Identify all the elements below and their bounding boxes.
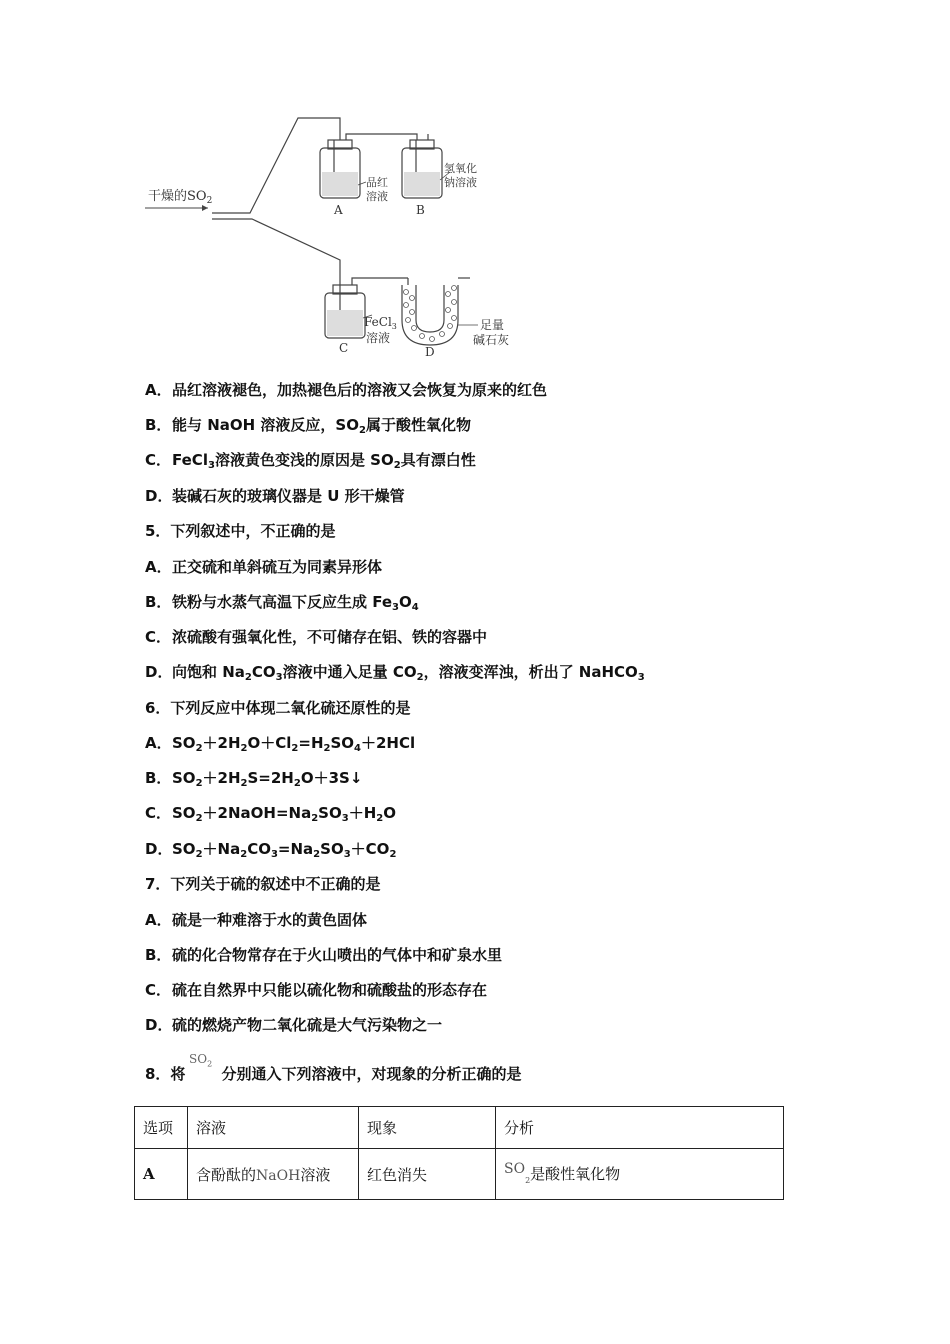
liquid-c: [327, 310, 363, 336]
q6-option-c: C．$SO_2+2NaOH=Na_2SO_3+H_2O$: [145, 804, 396, 824]
apparatus-diagram: [140, 110, 540, 360]
label-a-solution-2: 溶液: [366, 190, 388, 203]
table-row: [135, 1149, 784, 1200]
label-a-solution-1: 品红: [366, 176, 388, 189]
q7-option-a: A．硫是一种难溶于水的黄色固体: [145, 911, 368, 929]
label-c-solution-2: 溶液: [366, 331, 391, 345]
label-c: C: [339, 341, 349, 355]
q5-option-c: C．浓硫酸有强氧化性，不可储存在铝、铁的容器中: [145, 628, 488, 646]
q8-table: [134, 1106, 784, 1200]
q5-option-d: D．向饱和 $Na_2CO_3$溶液中通入足量 $CO_2$，溶液变浑浊，析出了 NaHCO$_3$: [145, 663, 645, 683]
q6-stem: 6．下列反应中体现二氧化硫还原性的是: [145, 699, 411, 717]
q4-option-d: D．装碱石灰的玻璃仪器是 U 形干燥管: [145, 487, 405, 505]
label-input: 干燥的$SO_2$: [148, 189, 213, 206]
label-b-solution-1: 氢氧化: [444, 162, 477, 175]
cell-analysis: $SO_2$是酸性氧化物: [496, 1149, 784, 1200]
header-solution: 溶液: [188, 1107, 359, 1149]
header-phenomenon: 现象: [359, 1107, 496, 1149]
u-tube-outer: [402, 285, 458, 345]
label-d: D: [425, 345, 435, 359]
header-analysis: 分析: [496, 1107, 784, 1149]
cell-solution: 含酚酞的NaOH溶液: [188, 1149, 359, 1200]
label-b-solution-2: 钠溶液: [444, 176, 477, 189]
q7-stem: 7．下列关于硫的叙述中不正确的是: [145, 875, 381, 893]
q5-option-a: A．正交硫和单斜硫互为同素异形体: [145, 558, 383, 576]
q7-option-c: C．硫在自然界中只能以硫化物和硫酸盐的形态存在: [145, 981, 488, 999]
tube-lower: [212, 219, 340, 275]
q6-option-b: B．$SO_2+2H_2S=2H_2O+3S↓$: [145, 769, 363, 789]
table-header-row: [135, 1107, 784, 1149]
q4-option-b: B．能与 NaOH 溶液反应，$SO_2$属于酸性氧化物: [145, 416, 471, 436]
q6-option-a: A．$SO_2+2H_2O+Cl_2=H_2SO_4+2HCl$: [145, 734, 416, 754]
label-d-solution-1: 足量: [480, 318, 505, 332]
header-option: 选项: [135, 1107, 188, 1149]
q5-stem: 5．下列叙述中，不正确的是: [145, 522, 336, 540]
tube-upper: [212, 118, 340, 213]
u-tube-inner: [416, 285, 444, 332]
q7-option-b: B．硫的化合物常存在于火山喷出的气体中和矿泉水里: [145, 946, 503, 964]
liquid-b: [404, 172, 440, 196]
label-c-solution-1: FeCl$_3$: [364, 315, 397, 331]
label-b: B: [416, 203, 425, 217]
q8-stem: 8．将 分别通入下列溶液中，对现象的分析正确的是: [145, 1065, 522, 1083]
q8-formula: $SO_2$: [189, 1052, 213, 1069]
cell-option: A: [135, 1149, 188, 1200]
q6-option-d: D．$SO_2+Na_2CO_3=Na_2SO_3+CO_2$: [145, 840, 397, 860]
q5-option-b: B．铁粉与水蒸气高温下反应生成 $Fe_3O_4$: [145, 593, 419, 613]
q4-option-c: C．FeCl$_3$溶液黄色变浅的原因是 $SO_2$具有漂白性: [145, 451, 476, 471]
liquid-a: [322, 172, 358, 196]
q4-option-a: A．品红溶液褪色，加热褪色后的溶液又会恢复为原来的红色: [145, 381, 548, 399]
soda-lime-granules: [404, 286, 457, 342]
label-a: A: [334, 203, 343, 217]
q7-option-d: D．硫的燃烧产物二氧化硫是大气污染物之一: [145, 1016, 443, 1034]
cell-phenomenon: 红色消失: [359, 1149, 496, 1200]
label-d-solution-2: 碱石灰: [473, 333, 510, 347]
